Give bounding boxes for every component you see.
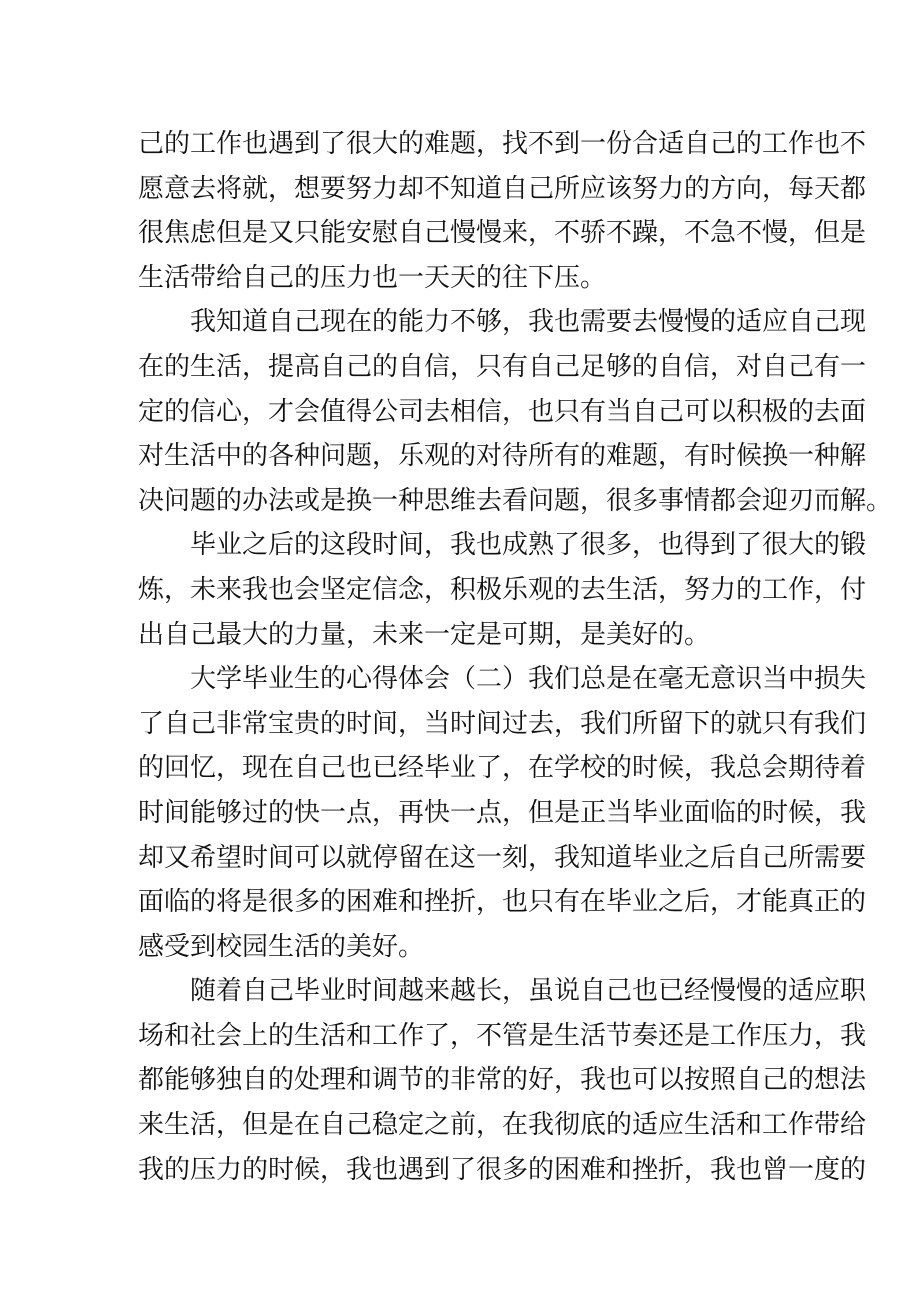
text-line: 我的压力的时候，我也遇到了很多的困难和挫折，我也曾一度的 — [138, 1154, 867, 1185]
text-line: 我知道自己现在的能力不够，我也需要去慢慢的适应自己现 — [190, 307, 867, 338]
text-line: 随着自己毕业时间越来越长，虽说自己也已经慢慢的适应职 — [190, 976, 867, 1007]
text-line: 场和社会上的生活和工作了，不管是生活节奏还是工作压力，我 — [138, 1020, 867, 1051]
text-line: 了自己非常宝贵的时间，当时间过去，我们所留下的就只有我们 — [138, 708, 867, 739]
text-line: 很焦虑但是又只能安慰自己慢慢来，不骄不躁，不急不慢，但是 — [138, 218, 867, 249]
text-line: 来生活，但是在自己稳定之前，在我彻底的适应生活和工作带给 — [138, 1110, 867, 1141]
text-line: 却又希望时间可以就停留在这一刻，我知道毕业之后自己所需要 — [138, 842, 867, 873]
text-line: 毕业之后的这段时间，我也成熟了很多，也得到了很大的锻 — [190, 530, 867, 561]
text-line: 生活带给自己的压力也一天天的往下压。 — [138, 262, 607, 293]
text-line: 对生活中的各种问题，乐观的对待所有的难题，有时候换一种解 — [138, 441, 867, 472]
text-line: 大学毕业生的心得体会（二）我们总是在毫无意识当中损失 — [190, 664, 867, 695]
paragraph-1 — [138, 122, 867, 300]
text-line: 面临的将是很多的困难和挫折，也只有在毕业之后，才能真正的 — [138, 887, 867, 918]
text-line: 感受到校园生活的美好。 — [138, 931, 425, 962]
text-line: 的回忆，现在自己也已经毕业了，在学校的时候，我总会期待着 — [138, 753, 867, 784]
text-line: 决问题的办法或是换一种思维去看问题，很多事情都会迎刃而解。 — [138, 485, 893, 516]
text-line: 定的信心，才会值得公司去相信，也只有当自己可以积极的去面 — [138, 396, 867, 427]
text-line: 炼，未来我也会坚定信念，积极乐观的去生活，努力的工作，付 — [138, 574, 867, 605]
text-line: 愿意去将就，想要努力却不知道自己所应该努力的方向，每天都 — [138, 173, 867, 204]
paragraph-3 — [138, 523, 867, 657]
text-line: 出自己最大的力量，未来一定是可期，是美好的。 — [138, 619, 711, 650]
paragraph-4 — [138, 657, 867, 969]
text-line: 都能够独自的处理和调节的非常的好，我也可以按照自己的想法 — [138, 1065, 867, 1096]
text-line: 己的工作也遇到了很大的难题，找不到一份合适自己的工作也不 — [138, 129, 867, 159]
text-line: 在的生活，提高自己的自信，只有自己足够的自信，对自己有一 — [138, 351, 867, 382]
paragraph-5 — [138, 969, 867, 1192]
paragraph-2 — [138, 300, 893, 523]
text-line: 时间能够过的快一点，再快一点，但是正当毕业面临的时候，我 — [138, 797, 867, 828]
body-text — [138, 122, 893, 1192]
